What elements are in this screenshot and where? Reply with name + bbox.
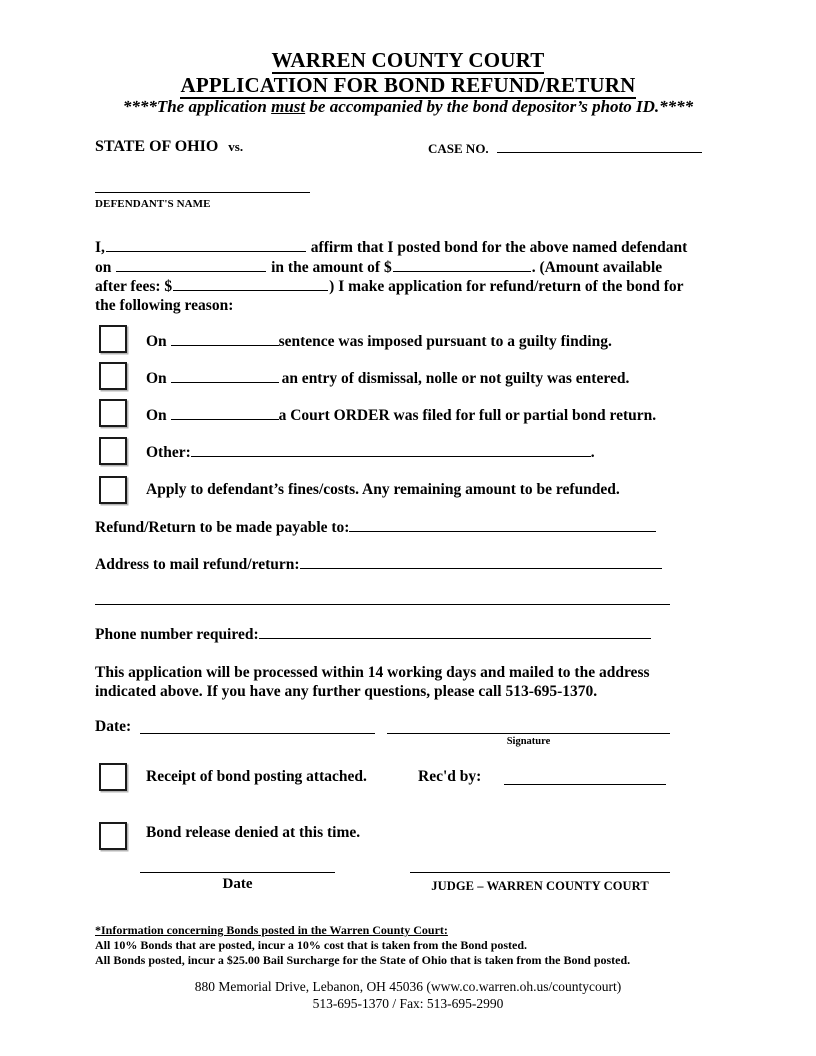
document-title-block — [0, 48, 816, 98]
address-input-line-2[interactable] — [95, 604, 670, 605]
checkbox-reason-sentence[interactable] — [99, 325, 127, 353]
checkbox-release-denied[interactable] — [99, 822, 127, 850]
reason-2-suffix: an entry of dismissal, nolle or not guilty was entered. — [281, 370, 630, 387]
reason-3-suffix: a Court ORDER was filed for full or partial bond return. — [278, 407, 657, 424]
form-title-text: APPLICATION FOR BOND REFUND/RETURN — [180, 73, 636, 97]
recd-by-input-line[interactable] — [504, 784, 666, 785]
case-number-input-line[interactable] — [497, 141, 702, 153]
case-number-label: CASE NO. — [428, 141, 489, 156]
affirm-after-fees-label: after fees: $ — [95, 278, 173, 295]
reason-other-text — [146, 443, 595, 462]
reason-4-prefix: Other: — [146, 444, 191, 461]
reason-2-prefix: On — [146, 370, 167, 387]
receipt-attached-label: Receipt of bond posting attached. — [146, 768, 367, 785]
judge-signature-input-line[interactable] — [410, 872, 670, 873]
date-input-line[interactable] — [140, 733, 375, 734]
court-contact-footer — [0, 978, 816, 1012]
after-fees-input-line[interactable] — [173, 277, 328, 291]
reason-apply-fines-text — [146, 481, 620, 499]
address-input-line-1[interactable] — [300, 555, 662, 569]
state-caption — [95, 138, 243, 156]
checkbox-reason-court-order[interactable] — [99, 399, 127, 427]
affiant-name-input-line[interactable] — [106, 238, 306, 252]
phone-row — [95, 625, 651, 644]
payable-to-input-line[interactable] — [349, 518, 656, 532]
checkbox-apply-to-fines[interactable] — [99, 476, 127, 504]
affirm-text-4: the following reason: — [95, 296, 234, 314]
reason-dismissal-text — [146, 369, 629, 388]
signature-input-line[interactable] — [387, 733, 670, 734]
payable-to-row — [95, 518, 656, 537]
reason-3-prefix: On — [146, 407, 167, 424]
notes-heading: *Information concerning Bonds posted in the Warren County Court: — [95, 923, 448, 937]
affirmation-paragraph — [95, 238, 725, 315]
phone-input-line[interactable] — [259, 625, 651, 639]
notes-line-2: All Bonds posted, incur a $25.00 Bail Surcharge for the State of Ohio that is taken from the Bond posted. — [95, 953, 631, 967]
reason-court-order-text — [146, 406, 656, 425]
court-title — [0, 48, 816, 73]
signature-caption: Signature — [506, 736, 551, 747]
bond-amount-input-line[interactable] — [393, 258, 531, 272]
reason-4-suffix: . — [590, 444, 595, 461]
judge-date-input-line[interactable] — [140, 872, 335, 873]
affirm-i-label: I, — [95, 239, 105, 256]
reason-1-date-input-line[interactable] — [171, 332, 279, 346]
notes-line-1: All 10% Bonds that are posted, incur a 10% cost that is taken from the Bond posted. — [95, 938, 528, 952]
reason-3-date-input-line[interactable] — [171, 406, 279, 420]
judge-caption: JUDGE – WARREN COUNTY COURT — [431, 879, 649, 893]
processing-line-1: This application will be processed within 14 working days and mailed to the address — [95, 664, 650, 681]
checkbox-reason-other[interactable] — [99, 437, 127, 465]
address-label: Address to mail refund/return: — [95, 556, 300, 573]
processing-notice — [95, 663, 695, 701]
defendant-name-label: DEFENDANT'S NAME — [95, 198, 211, 210]
notice-prefix: ****The application — [122, 97, 272, 116]
phone-label: Phone number required: — [95, 626, 259, 643]
bond-information-notes — [95, 923, 630, 968]
defendant-name-line[interactable] — [95, 192, 310, 193]
affirm-text-2: . (Amount available — [531, 258, 663, 276]
checkbox-receipt-attached[interactable] — [99, 763, 127, 791]
footer-phone-fax: 513-695-1370 / Fax: 513-695-2990 — [312, 996, 504, 1011]
footer-address: 880 Memorial Drive, Lebanon, OH 45036 (www.co.warren.oh.us/countycourt) — [194, 979, 622, 994]
bond-date-input-line[interactable] — [116, 258, 266, 272]
reason-other-input-line[interactable] — [191, 443, 591, 457]
form-title — [0, 73, 816, 98]
affirm-text-1: affirm that I posted bond for the above named defendant — [310, 239, 688, 256]
judge-date-caption: Date — [222, 876, 253, 892]
reason-1-prefix: On — [146, 333, 167, 350]
photo-id-notice — [0, 97, 816, 117]
court-title-text: WARREN COUNTY COURT — [271, 48, 545, 72]
checkbox-reason-dismissal[interactable] — [99, 362, 127, 390]
vs-label: vs. — [228, 139, 244, 154]
reason-1-suffix: sentence was imposed pursuant to a guilty finding. — [278, 333, 612, 350]
address-row — [95, 555, 662, 574]
notice-suffix: be accompanied by the bond depositor’s photo ID.**** — [305, 97, 694, 116]
release-denied-label: Bond release denied at this time. — [146, 824, 361, 841]
state-label: STATE OF OHIO — [95, 138, 219, 155]
notice-emphasis: must — [271, 97, 306, 116]
affirm-on-label: on — [95, 258, 112, 276]
case-number-field — [428, 141, 702, 157]
reason-sentence-text — [146, 332, 612, 351]
payable-to-label: Refund/Return to be made payable to: — [95, 519, 350, 536]
affirm-text-3: ) I make application for refund/return of the bond for — [329, 278, 684, 295]
reason-5-prefix: Apply to defendant’s fines/costs. Any remaining amount to be refunded. — [146, 481, 620, 498]
date-label: Date: — [95, 718, 132, 735]
recd-by-label: Rec'd by: — [418, 768, 482, 785]
reason-2-date-input-line[interactable] — [171, 369, 279, 383]
processing-line-2: indicated above. If you have any further questions, please call 513-695-1370. — [95, 683, 598, 700]
affirm-amount-label: in the amount of $ — [271, 258, 392, 276]
